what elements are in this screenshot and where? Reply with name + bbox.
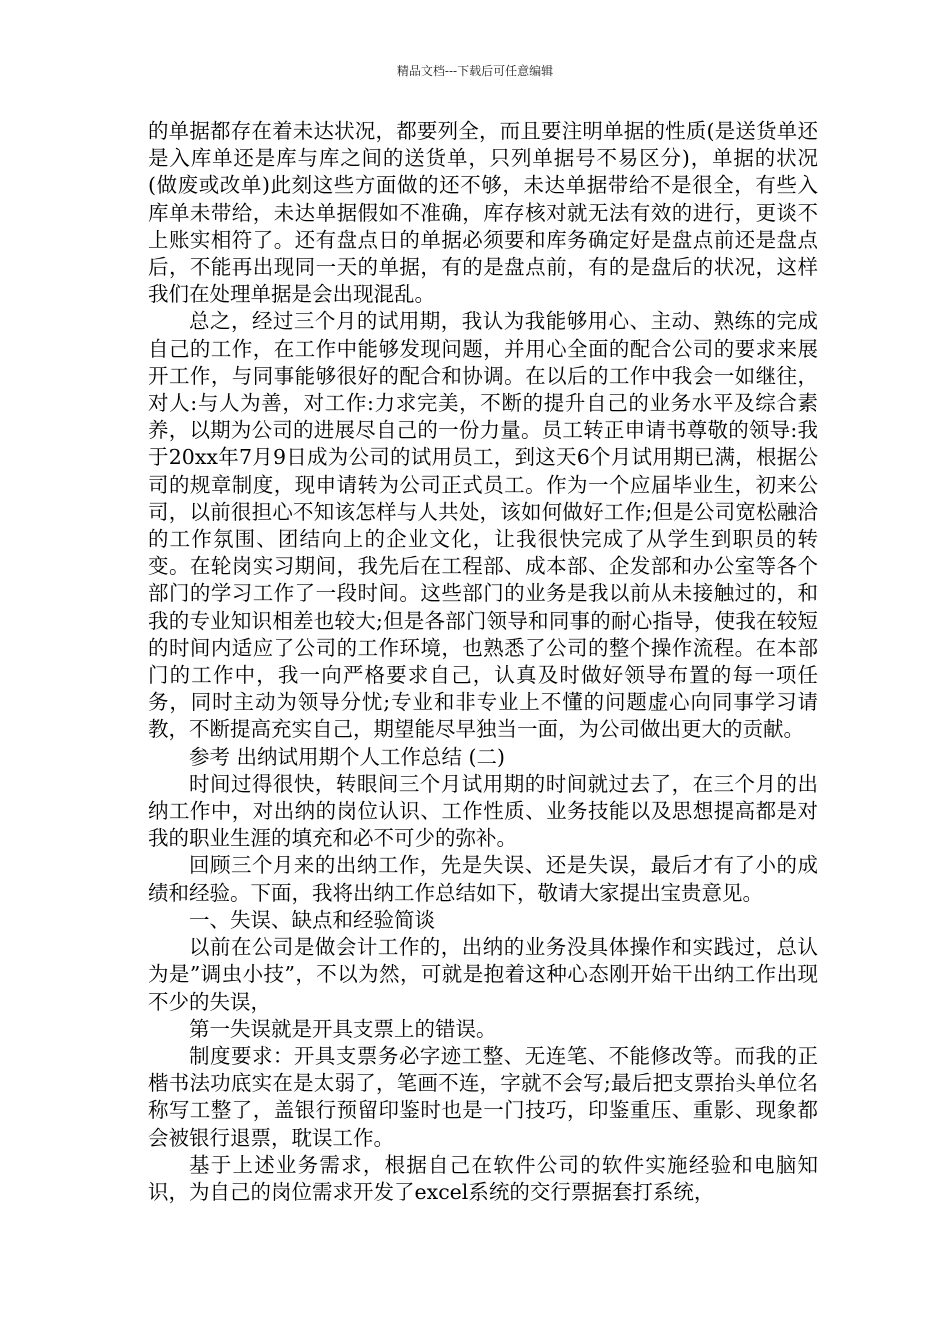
paragraph-7: 制度要求：开具支票务必字迹工整、无连笔、不能修改等。而我的正楷书法功底实在是太弱了，笔画不连，字就不会写;最后把支票抬头单位名称写工整了，盖银行预留印鉴时也是一门技巧，印鉴重压、重影、现象都会被银行退票，耽误工作。 [148, 1043, 818, 1150]
paragraph-2: 总之，经过三个月的试用期，我认为我能够用心、主动、熟练的完成自己的工作，在工作中能够发现问题，并用心全面的配合公司的要求来展开工作，与同事能够很好的配合和协调。在以后的工作中我会一如继往，对人:与人为善，对工作:力求完美，不断的提升自己的业务水平及综合素养，以期为公司的进展尽自己的一份力量。员工转正申请书尊敬的领导:我于20xx年7月9日成为公司的试用员工，到这天6个月试用期已满，根据公司的规章制度，现申请转为公司正式员工。作为一个应届毕业生，初来公司，以前很担心不知该怎样与人共处，该如何做好工作;但是公司宽松融洽的工作氛围、团结向上的企业文化，让我很快完成了从学生到职员的转变。在轮岗实习期间，我先后在工程部、成本部、企发部和办公室等各个部门的学习工作了一段时间。这些部门的业务是我以前从未接触过的，和我的专业知识相差也较大;但是各部门领导和同事的耐心指导，使我在较短的时间内适应了公司的工作环境，也熟悉了公司的整个操作流程。在本部门的工作中，我一向严格要求自己，认真及时做好领导布置的每一项任务，同时主动为领导分忧;专业和非专业上不懂的问题虚心向同事学习请教，不断提高充实自己，期望能尽早独当一面，为公司做出更大的贡献。 [148, 309, 818, 742]
subheading-1: 一、失误、缺点和经验简谈 [189, 907, 435, 932]
paragraph-3: 时间过得很快，转眼间三个月试用期的时间就过去了，在三个月的出纳工作中，对出纳的岗位认识、工作性质、业务技能以及思想提高都是对我的职业生涯的填充和必不可少的弥补。 [148, 771, 818, 851]
paragraph-8: 基于上述业务需求，根据自己在软件公司的软件实施经验和电脑知识，为自己的岗位需求开发了excel系统的交行票据套打系统， [148, 1152, 818, 1204]
paragraph-1: 的单据都存在着未达状况，都要列全，而且要注明单据的性质(是送货单还是入库单还是库与库之间的送货单，只列单据号不易区分)，单据的状况(做废或改单)此刻这些方面做的还不够，未达单据带给不是很全，有些入库单未带给，未达单据假如不准确，库存核对就无法有效的进行，更谈不上账实相符了。还有盘点日的单据必须要和库务确定好是盘点前还是盘点后，不能再出现同一天的单据，有的是盘点前，有的是盘后的状况，这样我们在处理单据是会出现混乱。 [148, 119, 818, 307]
document-body [148, 118, 818, 1206]
paragraph-6: 第一失误就是开具支票上的错误。 [189, 1016, 497, 1041]
paragraph-5: 以前在公司是做会计工作的，出纳的业务没具体操作和实践过，总认为是”调虫小技”，不以为然，可就是抱着这种心态刚开始干出纳工作出现不少的失误， [148, 935, 818, 1014]
page-header: 精品文档---下载后可任意编辑 [396, 64, 554, 78]
paragraph-4: 回顾三个月来的出纳工作，先是失误、还是失误，最后才有了小的成绩和经验。下面，我将出纳工作总结如下，敬请大家提出宝贵意见。 [148, 853, 818, 905]
section-heading-2: 参考 出纳试用期个人工作总结 (二) [189, 744, 506, 769]
